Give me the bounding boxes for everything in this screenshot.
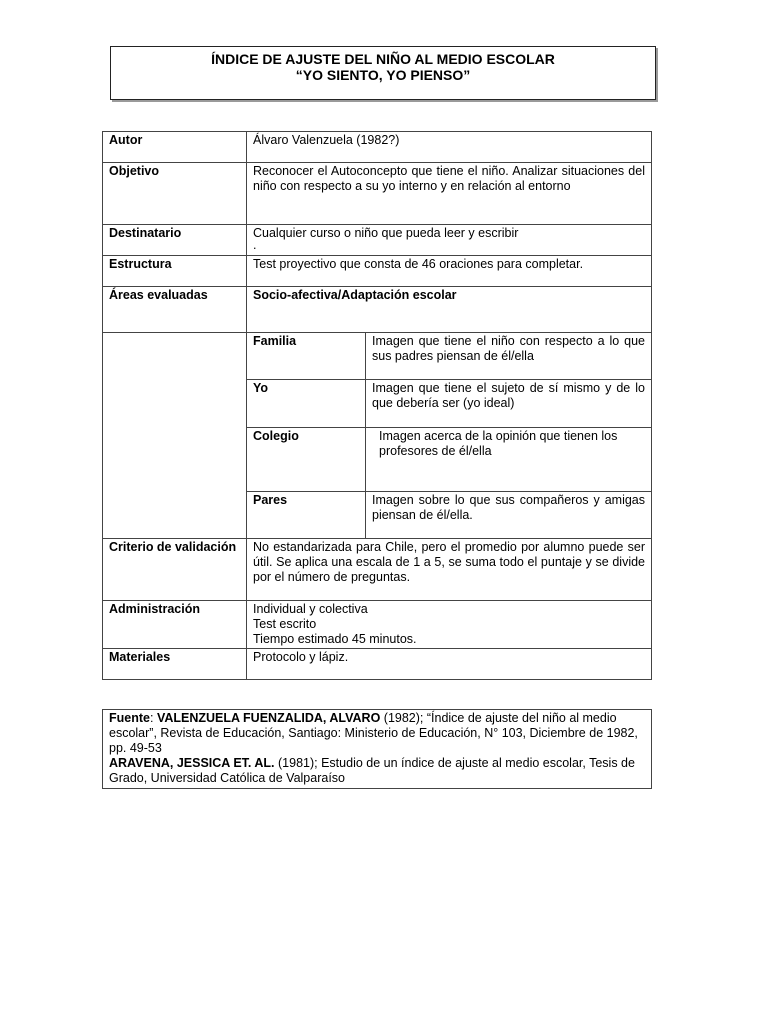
title-line-1: ÍNDICE DE AJUSTE DEL NIÑO AL MEDIO ESCOLAR xyxy=(211,51,555,67)
source-author-1: VALENZUELA FUENZALIDA, ALVARO xyxy=(156,711,381,725)
source-box xyxy=(102,709,652,789)
row-autor xyxy=(103,132,652,163)
label-estructura: Estructura xyxy=(103,256,247,287)
row-criterio xyxy=(103,539,652,601)
label-destinatario: Destinatario xyxy=(103,225,247,256)
value-colegio: Imagen acerca de la opinión que tienen los profesores de él/ella xyxy=(366,428,652,492)
admin-line-3: Tiempo estimado 45 minutos. xyxy=(253,632,417,646)
source-label: Fuente xyxy=(109,711,150,725)
row-destinatario xyxy=(103,225,652,256)
label-objetivo: Objetivo xyxy=(103,163,247,225)
label-colegio: Colegio xyxy=(247,428,366,492)
value-destinatario-dot: . xyxy=(253,238,257,252)
value-autor: Álvaro Valenzuela (1982?) xyxy=(247,132,652,163)
label-administracion: Administración xyxy=(103,601,247,649)
value-areas: Socio-afectiva/Adaptación escolar xyxy=(247,287,652,333)
label-areas: Áreas evaluadas xyxy=(103,287,247,333)
label-familia: Familia xyxy=(247,333,366,380)
value-yo: Imagen que tiene el sujeto de sí mismo y de lo que debería ser (yo ideal) xyxy=(366,380,652,428)
row-areas xyxy=(103,287,652,333)
info-table xyxy=(102,131,652,680)
value-materiales: Protocolo y lápiz. xyxy=(247,649,652,680)
row-objetivo xyxy=(103,163,652,225)
value-pares: Imagen sobre lo que sus compañeros y amigas piensan de él/ella. xyxy=(366,492,652,539)
admin-line-1: Individual y colectiva xyxy=(253,602,368,616)
source-text-1: (1982); “Índice de ajuste del niño al medio escolar”, Revista de Educación, Santiago: Ministerio de Educación, N° 103, Diciembre de 1982, pp. 49-53 xyxy=(109,711,638,755)
value-criterio: No estandarizada para Chile, pero el promedio por alumno puede ser útil. Se aplica una escala de 1 a 5, se suma todo el puntaje y se divide por el número de preguntas. xyxy=(247,539,652,601)
source-colon: : xyxy=(149,711,157,725)
value-estructura: Test proyectivo que consta de 46 oraciones para completar. xyxy=(247,256,652,287)
label-pares: Pares xyxy=(247,492,366,539)
row-familia xyxy=(103,333,652,380)
row-estructura xyxy=(103,256,652,287)
admin-line-2: Test escrito xyxy=(253,617,317,631)
row-administracion xyxy=(103,601,652,649)
label-yo: Yo xyxy=(247,380,366,428)
source-author-2: ARAVENA, JESSICA ET. AL. xyxy=(109,756,275,770)
value-destinatario-cell xyxy=(247,225,652,256)
label-criterio: Criterio de validación xyxy=(103,539,247,601)
value-destinatario: Cualquier curso o niño que pueda leer y escribir xyxy=(253,226,519,240)
value-familia: Imagen que tiene el niño con respecto a lo que sus padres piensan de él/ella xyxy=(366,333,652,380)
row-materiales xyxy=(103,649,652,680)
document-title xyxy=(110,46,656,100)
label-materiales: Materiales xyxy=(103,649,247,680)
empty-areas-cell xyxy=(103,333,247,539)
value-objetivo: Reconocer el Autoconcepto que tiene el niño. Analizar situaciones del niño con respecto a su yo interno y en relación al entorno xyxy=(247,163,652,225)
value-administracion xyxy=(247,601,652,649)
label-autor: Autor xyxy=(103,132,247,163)
source-text-2: (1981); Estudio de un índice de ajuste al medio escolar, Tesis de Grado, Universidad Católica de Valparaíso xyxy=(109,756,635,785)
title-line-2: “YO SIENTO, YO PIENSO” xyxy=(295,67,471,83)
